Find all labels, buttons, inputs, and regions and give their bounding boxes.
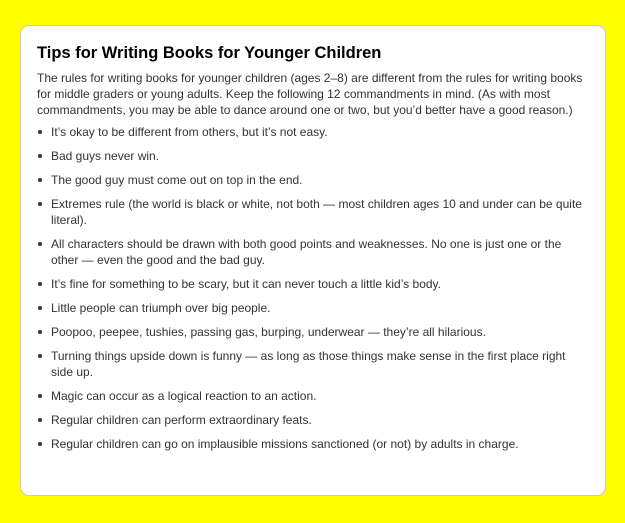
list-item xyxy=(37,196,589,228)
list-item xyxy=(37,388,589,404)
list-item xyxy=(37,172,589,188)
bullet-icon xyxy=(38,418,42,422)
list-item xyxy=(37,276,589,292)
list-item xyxy=(37,412,589,428)
tip-text: The good guy must come out on top in the end. xyxy=(51,173,303,187)
tip-text: Extremes rule (the world is black or white, not both — most children ages 10 and under can be quite literal). xyxy=(51,197,582,227)
bullet-icon xyxy=(38,178,42,182)
tip-text: Little people can triumph over big people. xyxy=(51,301,271,315)
tip-text: Bad guys never win. xyxy=(51,149,160,163)
list-item xyxy=(37,300,589,316)
bullet-icon xyxy=(38,154,42,158)
bullet-icon xyxy=(38,130,42,134)
bullet-icon xyxy=(38,354,42,358)
tip-text: Poopoo, peepee, tushies, passing gas, burping, underwear — they’re all hilarious. xyxy=(51,325,486,339)
tip-text: Regular children can go on implausible missions sanctioned (or not) by adults in charge. xyxy=(51,437,519,451)
list-item xyxy=(37,236,589,268)
tip-text: All characters should be drawn with both good points and weaknesses. No one is just one or the other — even the good and the bad guy. xyxy=(51,237,562,267)
article-title: Tips for Writing Books for Younger Children xyxy=(37,44,382,62)
list-item xyxy=(37,348,589,380)
tip-text: Magic can occur as a logical reaction to an action. xyxy=(51,389,317,403)
bullet-icon xyxy=(38,442,42,446)
article-card xyxy=(20,25,606,496)
list-item xyxy=(37,436,589,452)
tip-text: It’s fine for something to be scary, but it can never touch a little kid’s body. xyxy=(51,277,441,291)
bullet-icon xyxy=(38,330,42,334)
tip-text: It’s okay to be different from others, but it’s not easy. xyxy=(51,125,328,139)
bullet-icon xyxy=(38,242,42,246)
tip-text: Turning things upside down is funny — as long as those things make sense in the first place right side up. xyxy=(51,349,566,379)
tips-list xyxy=(37,124,589,452)
list-item xyxy=(37,148,589,164)
article-intro: The rules for writing books for younger children (ages 2–8) are different from the rules for writing books for middle graders or young adults. Keep the following 12 commandments in mind. (As with most commandments, you may be able to dance around one or two, but you’d better have a good reason.) xyxy=(37,71,583,117)
list-item xyxy=(37,324,589,340)
bullet-icon xyxy=(38,282,42,286)
bullet-icon xyxy=(38,202,42,206)
bullet-icon xyxy=(38,394,42,398)
bullet-icon xyxy=(38,306,42,310)
tip-text: Regular children can perform extraordinary feats. xyxy=(51,413,312,427)
list-item xyxy=(37,124,589,140)
